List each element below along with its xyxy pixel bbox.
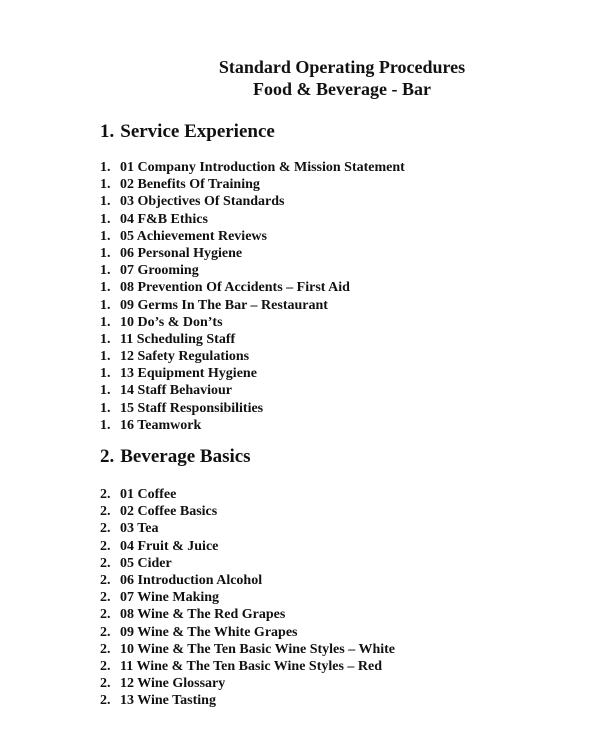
list-item: [100, 486, 395, 503]
item-number: 1.: [100, 383, 111, 399]
list-item: [100, 193, 405, 210]
section-heading-beverage-basics: [100, 445, 251, 469]
list-item: [100, 538, 395, 555]
item-text: 04 F&B Ethics: [120, 211, 208, 227]
item-number: 1.: [100, 400, 111, 416]
item-text: 04 Fruit & Juice: [120, 538, 219, 554]
item-text: 15 Staff Responsibilities: [120, 400, 264, 416]
item-number: 1.: [100, 177, 111, 193]
document-subtitle: Food & Beverage - Bar: [253, 79, 431, 99]
list-item: [100, 245, 405, 262]
item-number: 2.: [100, 658, 111, 674]
item-number: 2.: [100, 555, 111, 571]
item-number: 1.: [100, 194, 111, 210]
item-text: 01 Coffee: [120, 487, 177, 502]
list-item: [100, 555, 395, 572]
item-number: 2.: [100, 676, 111, 692]
item-number: 2.: [100, 521, 111, 537]
list-item: [100, 589, 395, 606]
list-item: [100, 658, 395, 675]
item-number: 2.: [100, 590, 111, 606]
list-item: [100, 176, 405, 193]
item-number: 1.: [100, 366, 111, 382]
section-heading-service-experience: [100, 120, 275, 144]
item-text: 11 Wine & The Ten Basic Wine Styles – Red: [120, 658, 383, 674]
item-text: 09 Wine & The White Grapes: [120, 624, 298, 640]
item-number: 1.: [100, 417, 111, 433]
list-item: [100, 211, 405, 228]
item-text: 03 Tea: [120, 521, 159, 537]
item-text: 11 Scheduling Staff: [120, 331, 236, 347]
item-number: 1.: [100, 228, 111, 244]
item-text: 05 Cider: [120, 555, 172, 571]
item-text: 10 Do’s & Don’ts: [120, 314, 223, 330]
list-item: [100, 692, 395, 709]
item-text: 02 Coffee Basics: [120, 504, 218, 520]
list-item: [100, 314, 405, 331]
item-number: 1.: [100, 211, 111, 227]
list-item: [100, 400, 405, 417]
item-number: 1.: [100, 349, 111, 365]
list-item: [100, 624, 395, 641]
list-item: [100, 641, 395, 658]
list-item: [100, 572, 395, 589]
item-text: 02 Benefits Of Training: [120, 177, 260, 193]
item-number: 2.: [100, 607, 111, 623]
item-number: 1.: [100, 263, 111, 279]
item-number: 2.: [100, 624, 111, 640]
item-number: 2.: [100, 487, 111, 502]
item-number: 2.: [100, 641, 111, 657]
list-item: [100, 675, 395, 692]
item-text: 12 Safety Regulations: [120, 349, 250, 365]
item-text: 05 Achievement Reviews: [120, 228, 267, 244]
item-number: 1.: [100, 331, 111, 347]
list-item: [100, 606, 395, 623]
item-text: 10 Wine & The Ten Basic Wine Styles – White: [120, 641, 396, 657]
document-title-block: [0, 56, 600, 100]
list-item: [100, 279, 405, 296]
list-item: [100, 503, 395, 520]
list-item: [100, 382, 405, 399]
item-text: 13 Wine Tasting: [120, 693, 216, 709]
list-item: [100, 228, 405, 245]
document-title: Standard Operating Procedures: [218, 57, 466, 77]
item-text: 09 Germs In The Bar – Restaurant: [120, 297, 328, 313]
item-text: 03 Objectives Of Standards: [120, 194, 285, 210]
item-number: 2.: [100, 538, 111, 554]
list-item: [100, 417, 405, 434]
list-item: [100, 262, 405, 279]
list-item: [100, 365, 405, 382]
section-title: Beverage Basics: [120, 446, 251, 467]
section-item-list-service-experience: [100, 159, 405, 434]
list-item: [100, 520, 395, 537]
section-number: 1.: [100, 121, 115, 142]
item-number: 1.: [100, 160, 111, 175]
item-number: 1.: [100, 280, 111, 296]
item-text: 07 Grooming: [120, 263, 199, 279]
list-item: [100, 348, 405, 365]
item-text: 07 Wine Making: [120, 590, 220, 606]
item-text: 12 Wine Glossary: [120, 676, 226, 692]
item-text: 08 Wine & The Red Grapes: [120, 607, 286, 623]
list-item: [100, 331, 405, 348]
item-text: 13 Equipment Hygiene: [120, 366, 257, 382]
section-title: Service Experience: [120, 121, 275, 142]
section-number: 2.: [100, 446, 115, 467]
item-text: 06 Introduction Alcohol: [120, 572, 263, 588]
item-text: 08 Prevention Of Accidents – First Aid: [120, 280, 350, 296]
item-number: 2.: [100, 572, 111, 588]
item-text: 14 Staff Behaviour: [120, 383, 232, 399]
item-text: 16 Teamwork: [120, 417, 202, 433]
item-number: 1.: [100, 245, 111, 261]
item-number: 2.: [100, 693, 111, 709]
item-number: 1.: [100, 297, 111, 313]
list-item: [100, 297, 405, 314]
item-text: 01 Company Introduction & Mission Statement: [120, 160, 405, 175]
item-number: 1.: [100, 314, 111, 330]
list-item: [100, 159, 405, 176]
item-text: 06 Personal Hygiene: [120, 245, 243, 261]
section-item-list-beverage-basics: [100, 486, 395, 709]
item-number: 2.: [100, 504, 111, 520]
